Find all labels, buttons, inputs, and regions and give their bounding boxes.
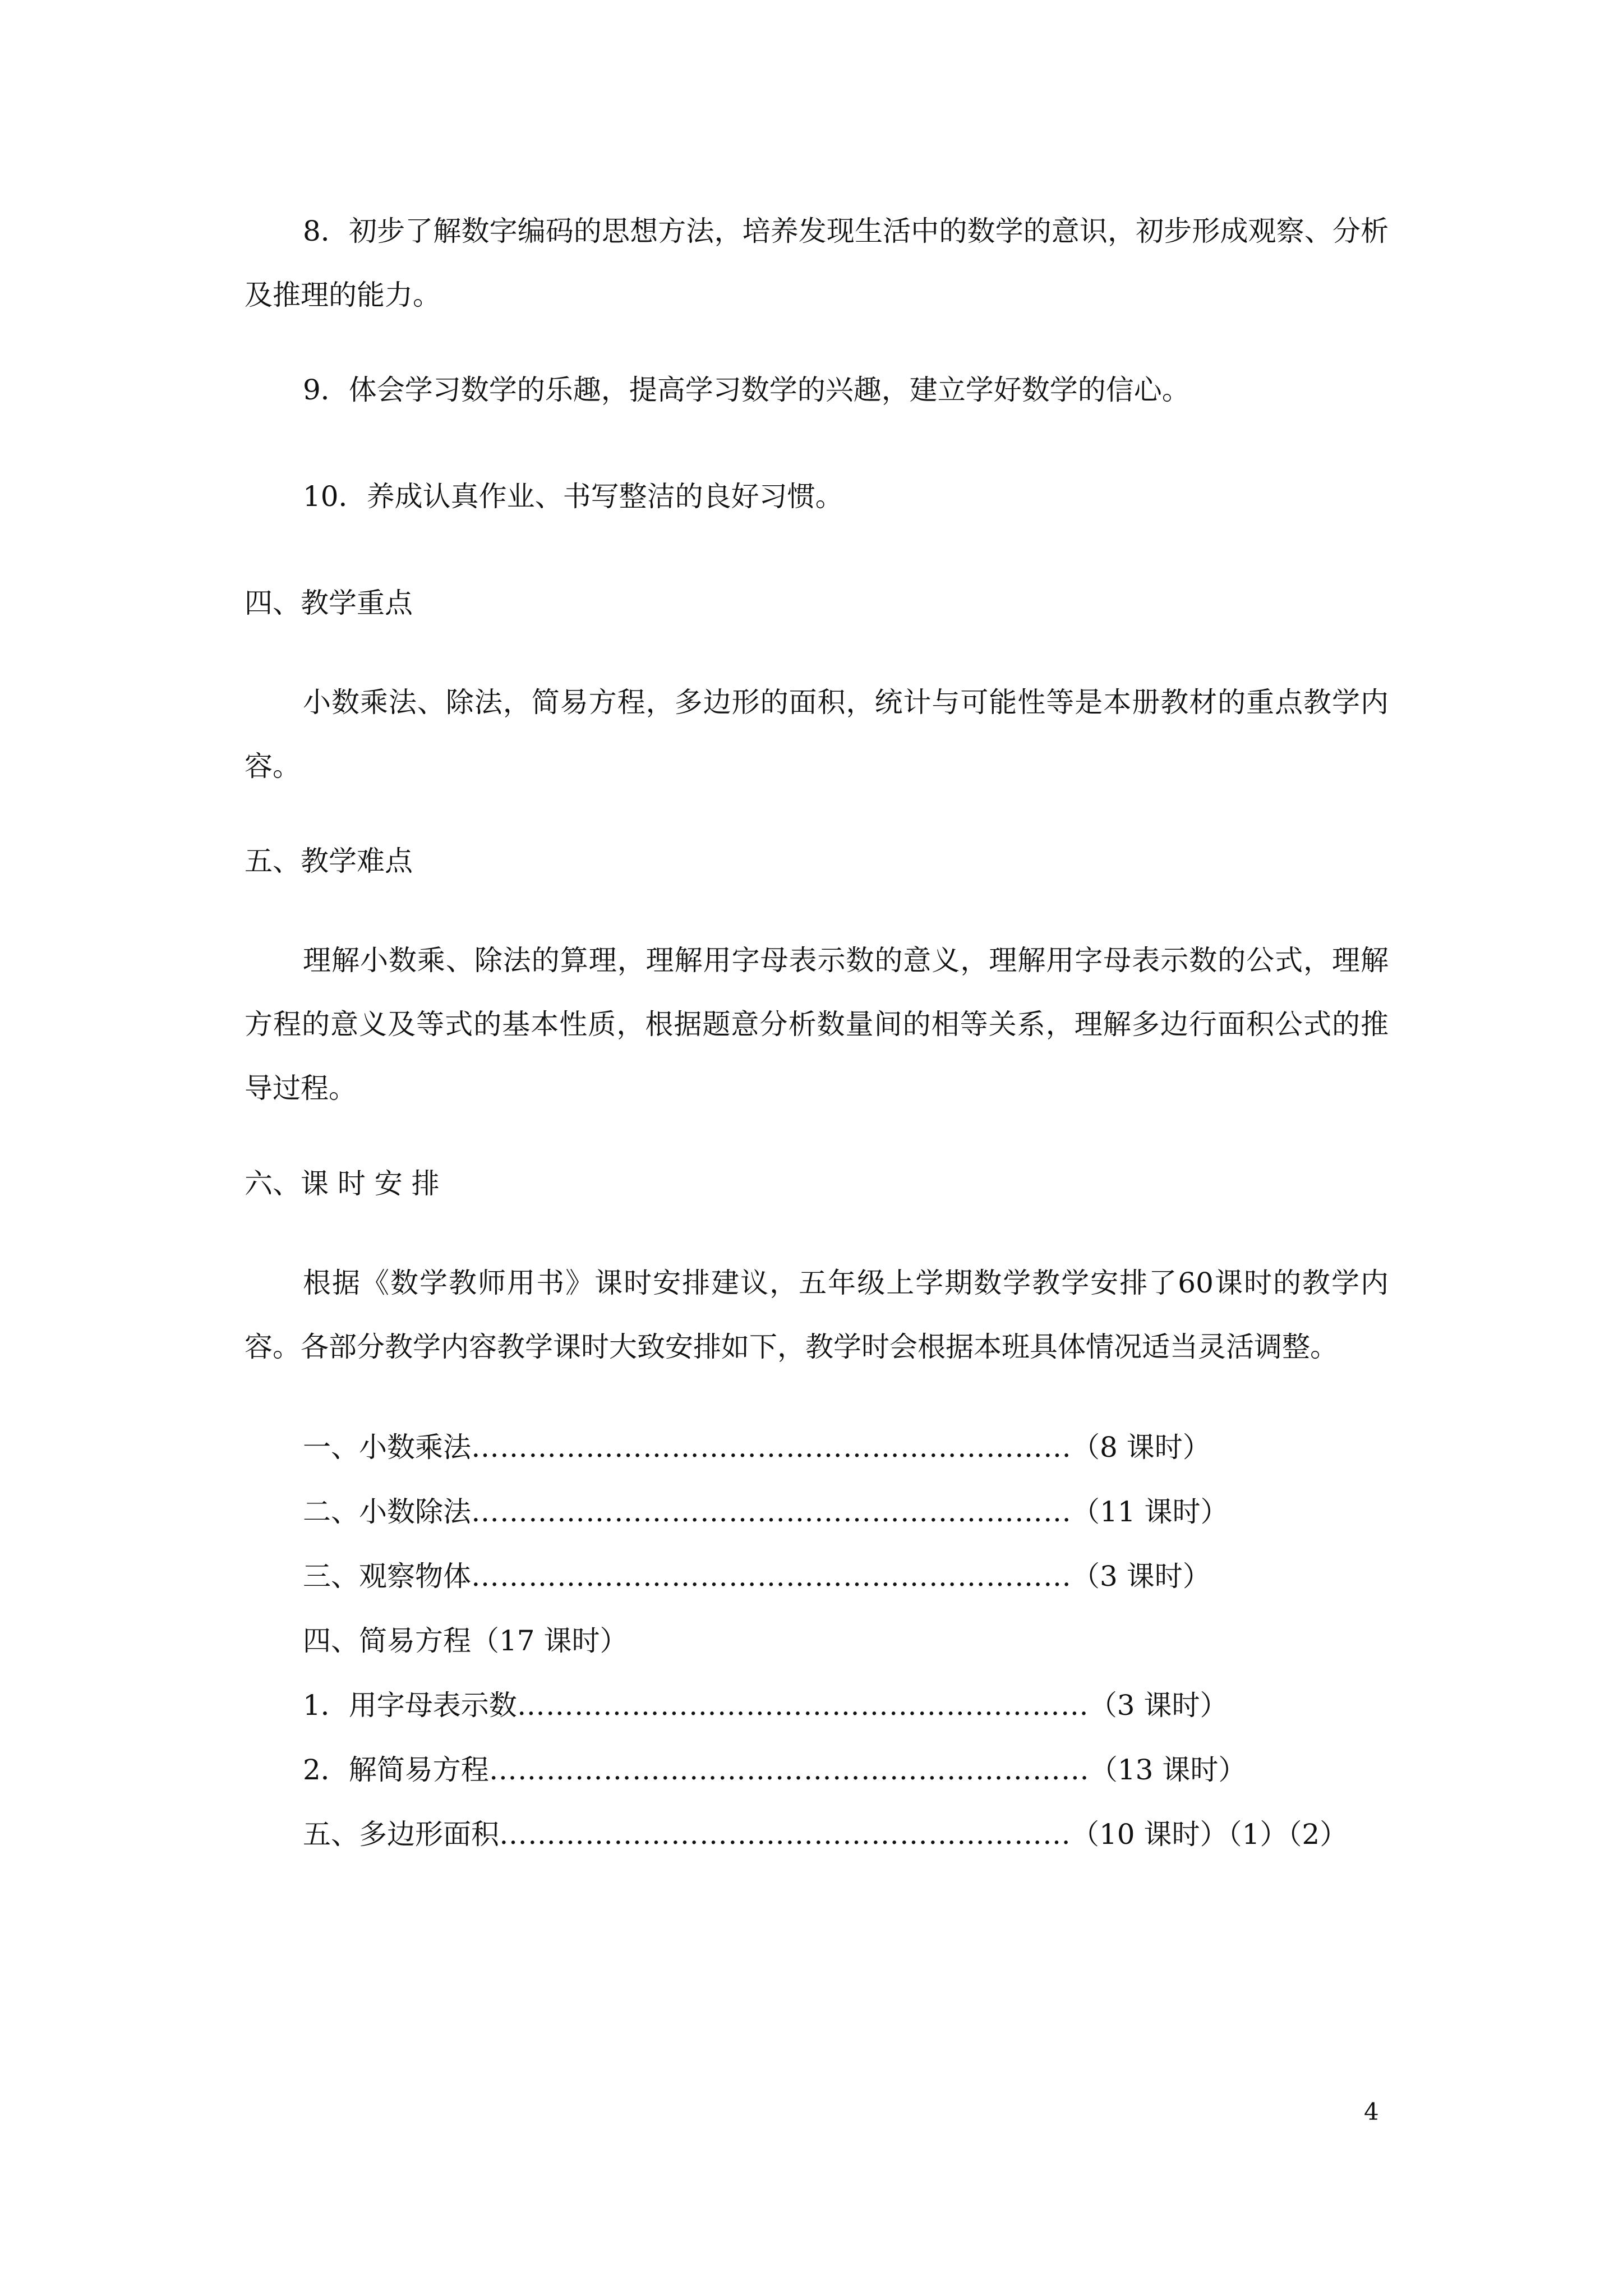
schedule-item-label: 1．用字母表示数: [303, 1689, 517, 1722]
schedule-item: [303, 1624, 628, 1658]
schedule-item-label: 一、小数乘法: [303, 1431, 471, 1464]
difficulties-paragraph: 理解小数乘、除法的算理，理解用字母表示数的意义，理解用字母表示数的公式，理解方程的意义及等式的基本性质，根据题意分析数量间的相等关系，理解多边行面积公式的推导过程。: [245, 944, 1389, 1105]
schedule-item-leader: ……………………………………………………: [499, 1818, 1071, 1851]
schedule-item-leader: ………………………………………………………: [488, 1754, 1090, 1786]
section-heading-key-points: 四、教学重点: [245, 587, 413, 619]
schedule-item: [303, 1559, 1211, 1593]
schedule-item: [303, 1753, 1246, 1787]
schedule-paragraph: 根据《数学教师用书》课时安排建议，五年级上学期数学教学安排了60课时的教学内容。各部分教学内容教学课时大致安排如下，教学时会根据本班具体情况适当灵活调整。: [245, 1267, 1389, 1363]
schedule-item: [303, 1688, 1228, 1722]
goal-item-9: 9．体会学习数学的乐趣，提高学习数学的兴趣，建立学好数学的信心。: [303, 374, 1190, 406]
schedule-item-hours: （3 课时）: [1089, 1689, 1228, 1722]
schedule-item-leader: ………………………………………………………: [471, 1496, 1072, 1528]
goal-item-10: 10．养成认真作业、书写整洁的良好习惯。: [303, 480, 843, 513]
schedule-item-leader: ………………………………………………………: [471, 1431, 1072, 1464]
schedule-item-label: 三、观察物体: [303, 1560, 471, 1593]
schedule-item-leader: ……………………………………………………: [517, 1689, 1089, 1722]
schedule-item-label: 2．解简易方程: [303, 1754, 489, 1786]
schedule-item-hours: （10 课时）（1）（2）: [1071, 1818, 1348, 1851]
key-points-paragraph: 小数乘法、除法，简易方程，多边形的面积，统计与可能性等是本册教材的重点教学内容。: [245, 686, 1389, 783]
schedule-item: [303, 1818, 1348, 1851]
section-heading-difficulties: 五、教学难点: [245, 845, 413, 877]
schedule-item: [303, 1430, 1211, 1464]
schedule-item-hours: （8 课时）: [1072, 1431, 1211, 1464]
schedule-item-label: 二、小数除法: [303, 1496, 471, 1528]
schedule-item-label: 四、简易方程（17 课时）: [303, 1625, 628, 1657]
schedule-item-label: 五、多边形面积: [303, 1818, 499, 1851]
page-number: 4: [1364, 2098, 1379, 2125]
section-heading-schedule: 六、课 时 安 排: [245, 1167, 440, 1200]
schedule-item: [303, 1495, 1229, 1529]
goal-item-8: 8．初步了解数字编码的思想方法，培养发现生活中的数学的意识，初步形成观察、分析及推理的能力。: [245, 215, 1389, 311]
schedule-item-hours: （3 课时）: [1072, 1560, 1211, 1593]
schedule-item-leader: ………………………………………………………: [471, 1560, 1072, 1593]
schedule-item-hours: （13 课时）: [1089, 1754, 1247, 1786]
schedule-item-hours: （11 课时）: [1072, 1496, 1229, 1528]
